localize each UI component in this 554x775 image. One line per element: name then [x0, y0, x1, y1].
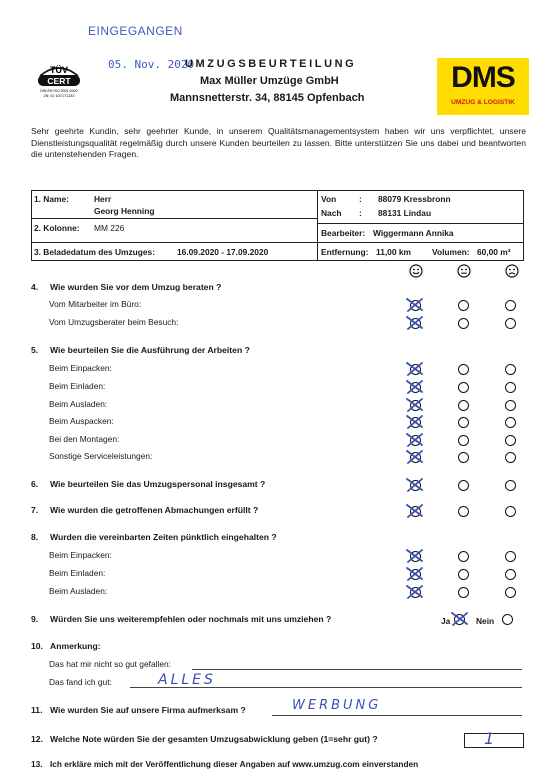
- tuv-text: TÜV: [50, 65, 68, 75]
- q10-not-liked-label: Das hat mir nicht so gut gefallen:: [49, 659, 171, 669]
- rating-mittel-radio[interactable]: [458, 480, 469, 491]
- check-mark-icon: [406, 450, 424, 464]
- rating-schlecht-radio[interactable]: [505, 400, 516, 411]
- check-mark-icon: [406, 504, 424, 518]
- question-4: 4. Wie wurden Sie vor dem Umzug beraten ?: [31, 282, 222, 292]
- nach-colon: :: [359, 208, 362, 218]
- check-mark-icon: [406, 549, 424, 563]
- iso-text: DIN EN ISO 9001:2000: [40, 89, 78, 93]
- q8-item-3: Beim Ausladen:: [49, 586, 108, 596]
- rating-mittel-radio[interactable]: [458, 587, 469, 598]
- q9-ja-label: Ja: [441, 616, 451, 626]
- name-salutation: Herr: [94, 194, 112, 204]
- nach-value: 88131 Lindau: [378, 208, 432, 218]
- cert-text: CERT: [47, 76, 71, 86]
- received-date: 05. Nov. 2020: [108, 58, 195, 71]
- check-mark-icon: [406, 433, 424, 447]
- rating-schlecht-radio[interactable]: [505, 318, 516, 329]
- q11-answer-line[interactable]: [272, 715, 522, 716]
- bearbeiter-value: Wiggermann Annika: [373, 228, 454, 238]
- rating-schlecht-radio[interactable]: [505, 435, 516, 446]
- q10-liked-answer: ALLES: [158, 672, 216, 688]
- rating-mittel-radio[interactable]: [458, 364, 469, 375]
- check-mark-icon: [406, 380, 424, 394]
- q11-answer: WERBUNG: [292, 698, 382, 713]
- rating-schlecht-radio[interactable]: [505, 506, 516, 517]
- rating-mittel-radio[interactable]: [458, 400, 469, 411]
- question-13: 13. Ich erkläre mich mit der Veröffentlichung dieser Angaben auf www.umzug.com einverstanden: [31, 759, 419, 769]
- q5-item-2: Beim Einladen:: [49, 381, 106, 391]
- check-mark-icon: [406, 567, 424, 581]
- check-mark-icon: [406, 415, 424, 429]
- nach-label: Nach: [321, 208, 342, 218]
- question-10: 10. Anmerkung:: [31, 641, 101, 651]
- received-stamp: EINGEGANGEN: [88, 24, 183, 38]
- volumen-value: 60,00 m³: [477, 247, 511, 257]
- von-label: Von: [321, 194, 337, 204]
- rating-mittel-radio[interactable]: [458, 382, 469, 393]
- check-mark-icon: [406, 478, 424, 492]
- q4-item-2: Vom Umzugsberater beim Besuch:: [49, 317, 179, 327]
- intro-text: Sehr geehrte Kundin, sehr geehrter Kunde, in unserem Qualitätsmanagementsystem haben wir uns verpflichtet, unsere Dienstleistungsqualität regelmäßig durch unsere Kunden beurteilen zu lassen. Bitte unterstützen Sie uns dabei und beantworten die untenstehenden Fragen.: [31, 126, 526, 159]
- rating-schlecht-radio[interactable]: [505, 587, 516, 598]
- von-value: 88079 Kressbronn: [378, 194, 451, 204]
- q10-liked-label: Das fand ich gut:: [49, 677, 112, 687]
- q8-item-2: Beim Einladen:: [49, 568, 106, 578]
- q4-item-1: Vom Mitarbeiter im Büro:: [49, 299, 142, 309]
- tuv-cert-logo: [34, 56, 84, 106]
- rating-mittel-radio[interactable]: [458, 569, 469, 580]
- check-mark-icon: [406, 585, 424, 599]
- dms-logo-name: DMS: [451, 61, 515, 94]
- q5-item-3: Beim Ausladen:: [49, 399, 108, 409]
- question-9: 9. Würden Sie uns weiterempfehlen oder nochmals mit uns umziehen ?: [31, 614, 332, 624]
- zn-text: ZN: 01 100 071243: [43, 94, 75, 98]
- rating-schlecht-radio[interactable]: [505, 382, 516, 393]
- q5-item-6: Sonstige Serviceleistungen:: [49, 451, 153, 461]
- question-5: 5. Wie beurteilen Sie die Ausführung der Arbeiten ?: [31, 345, 250, 355]
- rating-schlecht-radio[interactable]: [505, 551, 516, 562]
- smiley-happy-icon: [409, 264, 423, 278]
- q5-item-4: Beim Auspacken:: [49, 416, 114, 426]
- dms-logo-tagline: UMZUG & LOGISTIK: [451, 99, 515, 106]
- rating-mittel-radio[interactable]: [458, 300, 469, 311]
- question-7: 7. Wie wurden die getroffenen Abmachungen erfüllt ?: [31, 505, 259, 515]
- question-12: 12. Welche Note würden Sie der gesamten Umzugsabwicklung geben (1=sehr gut) ?: [31, 734, 378, 744]
- rating-schlecht-radio[interactable]: [505, 452, 516, 463]
- bearbeiter-label: Bearbeiter:: [321, 228, 366, 238]
- q9-nein-label: Nein: [476, 616, 495, 626]
- rating-schlecht-radio[interactable]: [505, 569, 516, 580]
- q5-item-5: Bei den Montagen:: [49, 434, 120, 444]
- q5-item-1: Beim Einpacken:: [49, 363, 112, 373]
- rating-mittel-radio[interactable]: [458, 435, 469, 446]
- volumen-label: Volumen:: [432, 247, 470, 257]
- smiley-sad-icon: [505, 264, 519, 278]
- von-colon: :: [359, 194, 362, 204]
- smiley-neutral-icon: [457, 264, 471, 278]
- date-value: 16.09.2020 - 17.09.2020: [177, 247, 269, 257]
- question-6: 6. Wie beurteilen Sie das Umzugspersonal insgesamt ?: [31, 479, 266, 489]
- q8-item-1: Beim Einpacken:: [49, 550, 112, 560]
- rating-schlecht-radio[interactable]: [505, 417, 516, 428]
- company-name: Max Müller Umzüge GmbH: [200, 75, 339, 87]
- name-label: 1. Name:: [34, 194, 69, 204]
- check-mark-icon: [406, 298, 424, 312]
- rating-mittel-radio[interactable]: [458, 417, 469, 428]
- entfernung-value: 11,00 km: [376, 247, 411, 257]
- page-title: UMZUGSBEURTEILUNG: [185, 58, 357, 70]
- dms-logo: [437, 58, 529, 115]
- check-mark-icon: [406, 398, 424, 412]
- rating-schlecht-radio[interactable]: [505, 480, 516, 491]
- rating-schlecht-radio[interactable]: [505, 300, 516, 311]
- company-address: Mannsnetterstr. 34, 88145 Opfenbach: [170, 92, 365, 104]
- check-mark-icon: [406, 316, 424, 330]
- entfernung-label: Entfernung:: [321, 247, 369, 257]
- date-label: 3. Beladedatum des Umzuges:: [34, 247, 156, 257]
- kolonne-label: 2. Kolonne:: [34, 223, 80, 233]
- check-mark-icon: [406, 362, 424, 376]
- q10-not-liked-line[interactable]: [192, 669, 522, 670]
- name-value: Georg Henning: [94, 206, 155, 216]
- rating-mittel-radio[interactable]: [458, 506, 469, 517]
- info-table: [31, 190, 524, 261]
- q9-nein-radio[interactable]: [502, 614, 513, 625]
- q9-check-mark-icon: [451, 612, 469, 626]
- q12-answer: 1: [484, 729, 498, 748]
- rating-mittel-radio[interactable]: [458, 318, 469, 329]
- rating-mittel-radio[interactable]: [458, 551, 469, 562]
- question-8: 8. Wurden die vereinbarten Zeiten pünktlich eingehalten ?: [31, 532, 277, 542]
- rating-schlecht-radio[interactable]: [505, 364, 516, 375]
- kolonne-value: MM 226: [94, 223, 125, 233]
- question-11: 11. Wie wurden Sie auf unsere Firma aufmerksam ?: [31, 705, 246, 715]
- rating-mittel-radio[interactable]: [458, 452, 469, 463]
